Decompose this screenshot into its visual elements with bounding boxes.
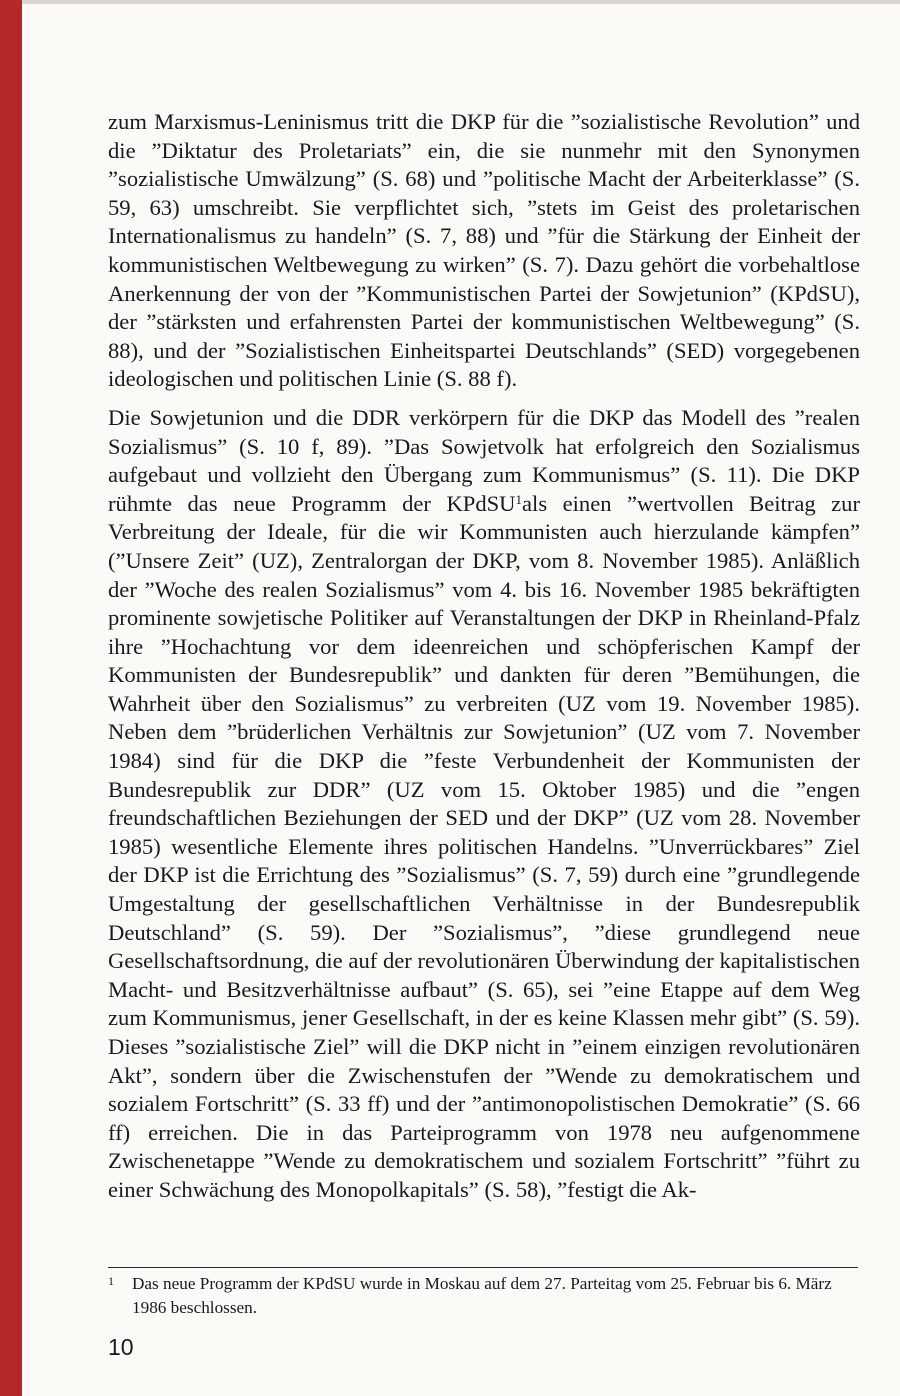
footnote	[108, 1272, 860, 1320]
red-margin-bar	[0, 0, 22, 1396]
paragraph-2-part-1: Die Sowjetunion und die DDR verkörpern für die DKP das Modell des ”realen Sozialismus” (S. 10 f, 89). ”Das Sowjetvolk hat erfolgreich den Sozialismus aufgebaut und vollzieht den Übergang zum Kommunismus” (S. 11). Die DKP rühmte das neue Programm der KPdSU	[108, 404, 860, 516]
paragraph-2	[108, 404, 860, 1205]
page-number: 10	[108, 1334, 134, 1360]
footnote-marker: 1	[108, 1274, 114, 1288]
footnote-divider	[108, 1267, 858, 1268]
body-text	[108, 108, 860, 1205]
footnote-reference: 1	[515, 491, 523, 507]
page-top-edge	[22, 0, 900, 4]
paragraph-1: zum Marxismus-Leninismus tritt die DKP für die ”sozialistische Revolution” und die ”Diktatur des Proletariats” ein, die sie nunmehr mit den Synonymen ”sozialistische Umwälzung” (S. 68) und ”politische Macht der Arbeiterklasse” (S. 59, 63) umschreibt. Sie verpflichtet sich, ”stets im Geist des proletarischen Internationalismus zu handeln” (S. 7, 88) und ”für die Stärkung der Einheit der kommunistischen Weltbewegung zu wirken” (S. 7). Dazu gehört die vorbehaltlose Anerkennung der von der ”Kommunistischen Partei der Sowjetunion” (KPdSU), der ”stärksten und erfahrensten Partei der kommunistischen Weltbewegung” (S. 88), und der ”Sozialistischen Einheitspartei Deutschlands” (SED) vorgegebenen ideologischen und politischen Linie (S. 88 f).	[108, 109, 860, 392]
footnote-text: Das neue Programm der KPdSU wurde in Moskau auf dem 27. Parteitag vom 25. Februar bis 6. März 1986 beschlossen.	[132, 1274, 832, 1317]
paragraph-2-part-2: als einen ”wertvollen Beitrag zur Verbreitung der Ideale, für die wir Kommunisten auch hierzulande kämpfen” (”Unsere Zeit” (UZ), Zentralorgan der DKP, vom 8. November 1985). Anläßlich der ”Woche des realen Sozialismus” vom 4. bis 16. November 1985 bekräftigten prominente sowjetische Politiker auf Veranstaltungen der DKP in Rheinland-Pfalz ihre ”Hochachtung vor dem ideenreichen und schöpferischen Kampf der Kommunisten der Bundesrepublik” und dankten für deren ”Bemühungen, die Wahrheit über den Sozialismus” zu verbreiten (UZ vom 19. November 1985). Neben dem ”brüderlichen Verhältnis zur Sowjetunion” (UZ vom 7. November 1984) sind für die DKP die ”feste Verbundenheit der Kommunisten der Bundesrepublik zur DDR” (UZ vom 15. Oktober 1985) und die ”engen freundschaftlichen Beziehungen der SED und der DKP” (UZ vom 28. November 1985) wesentliche Elemente ihres politischen Handelns. ”Unverrückbares” Ziel der DKP ist die Errichtung des ”Sozialismus” (S. 7, 59) durch eine ”grundlegende Umgestaltung der gesellschaftlichen Verhältnisse in der Bundesrepublik Deutschland” (S. 59). Der ”Sozialismus”, ”diese grundlegend neue Gesellschaftsordnung, die auf der revolutionären Überwindung der kapitalistischen Macht- und Besitzverhältnisse aufbaut” (S. 65), sei ”eine Etappe auf dem Weg zum Kommunismus, jener Gesellschaft, in der es keine Klassen mehr gibt” (S. 59). Dieses ”sozialistische Ziel” will die DKP nicht in ”einem einzigen revolutionären Akt”, sondern über die Zwischenstufen der ”Wende zu demokratischem und sozialem Fortschritt” (S. 33 ff) und der ”antimonopolistischen Demokratie” (S. 66 ff) erreichen. Die in das Parteiprogramm von 1978 neu aufgenommene Zwischenetappe ”Wende zu demokratischem und sozialem Fortschritt” ”führt zu einer Schwächung des Monopolkapitals” (S. 58), ”festigt die Ak-	[108, 490, 860, 1202]
